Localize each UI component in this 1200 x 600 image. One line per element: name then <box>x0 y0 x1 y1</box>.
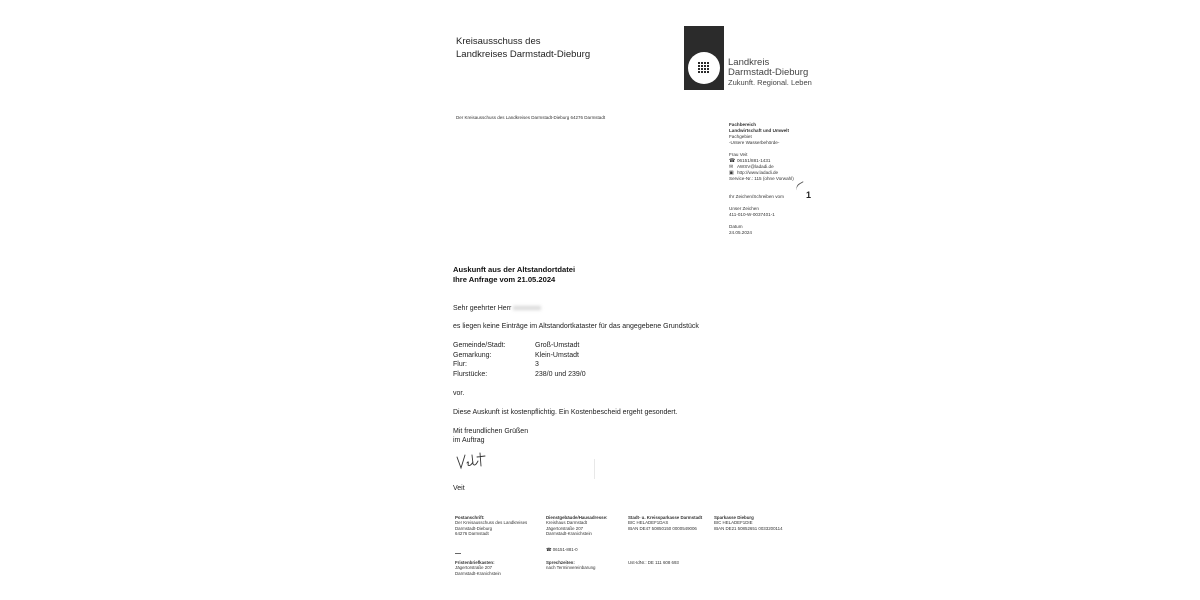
district-emblem-icon <box>688 52 720 84</box>
office-line-2: Jägertorstraße 207 <box>546 525 584 531</box>
bank2-bic: BIC HELADEF1DIE <box>714 520 753 526</box>
web-icon: ▣ <box>729 170 734 176</box>
emblem-grid-icon <box>696 60 712 76</box>
postal-line-2: Darmstadt-Dieburg <box>455 525 493 531</box>
footer-hours <box>546 560 595 571</box>
mailbox-line-2: Darmstadt-Kranichstein <box>455 570 501 576</box>
cost-note: Diese Auskunft ist kostenpflichtig. Ein Kostenbescheid ergeht gesondert. <box>453 409 678 416</box>
property-row <box>453 370 586 380</box>
property-label: Flur: <box>453 361 467 368</box>
property-label: Gemarkung: <box>453 351 492 359</box>
bank1-label: Stadt- u. Kreissparkasse Darmstadt <box>628 515 703 520</box>
return-address: Der Kreisausschuss des Landkreises Darmstadt-Dieburg 64276 Darmstadt <box>456 115 606 120</box>
department-name: Landwirtschaft und Umwelt <box>729 128 789 133</box>
hours-label: Sprechzeiten: <box>546 560 575 565</box>
postal-line-3: 64276 Darmstadt <box>455 531 489 537</box>
intro-text: es liegen keine Einträge im Altstandortkataster für das angegebene Grundstück <box>453 323 699 330</box>
contact-phone: 06151/881-1431 <box>737 158 771 163</box>
postal-label: Postanschrift: <box>455 515 485 520</box>
our-reference-label: Unser Zeichen <box>729 206 759 211</box>
mailbox-line-1: Jägertorstraße 207 <box>455 565 493 571</box>
footer-postal <box>455 515 527 537</box>
hours-text: nach Terminvereinbarung <box>546 565 596 571</box>
handwritten-signature <box>455 451 487 471</box>
office-line-1: Kreishaus Darmstadt <box>546 520 587 526</box>
property-label: Flurstücke: <box>453 370 488 378</box>
vat-number: Ust-IdNr.: DE 111 608 693 <box>628 560 679 565</box>
info-column <box>729 122 794 236</box>
property-value: Groß-Umstadt <box>535 342 580 349</box>
logo-line-1: Landkreis <box>728 57 770 68</box>
property-row <box>453 351 586 361</box>
property-value: 238/0 und 239/0 <box>535 370 586 378</box>
closing-line-1: Mit freundlichen Grüßen <box>453 428 529 435</box>
footer-office <box>546 515 608 537</box>
logo-block <box>684 26 724 90</box>
property-label: Gemeinde/Stadt: <box>453 342 506 349</box>
footer-mailbox <box>455 560 501 576</box>
mailbox-label: Fristenbriefkasten: <box>455 560 495 565</box>
bank1-bic: BIC HELADEF1DAS <box>628 520 669 526</box>
closing <box>453 427 528 445</box>
contact-name: Frau Veit <box>729 152 748 157</box>
sender-line-2: Landkreises Darmstadt-Dieburg <box>456 49 591 60</box>
department-label: Fachbereich <box>729 122 757 127</box>
logo-tagline: Zukunft. Regional. Leben <box>728 78 812 87</box>
logo-line-2: Darmstadt-Dieburg <box>728 67 809 78</box>
sender-heading <box>456 35 590 61</box>
date-label: Datum <box>729 224 743 229</box>
office-line-3: Darmstadt-Kranichstein <box>546 531 592 537</box>
contact-web[interactable]: http://www.ladadi.de <box>737 170 779 175</box>
postal-line-1: Der Kreisausschuss des Landkreises <box>455 520 528 526</box>
signer-name: Veit <box>453 485 465 492</box>
phone-icon: ☎ <box>546 547 553 552</box>
property-value: Klein-Umstadt <box>535 351 579 359</box>
logo-wordmark <box>728 58 812 87</box>
salutation-text: Sehr geehrter Herr <box>453 305 512 312</box>
email-icon: ✉ <box>729 164 734 170</box>
bank2-iban: IBAN DE21 50852651 0033200114 <box>714 525 783 531</box>
area-name: -Untere Wasserbehörde- <box>729 140 780 145</box>
subject-line-2: Ihre Anfrage vom 21.05.2024 <box>453 275 556 284</box>
bank1-iban: IBAN DE47 50850150 0000549006 <box>628 525 697 531</box>
our-reference: 411-010-W-0037401-1 <box>729 212 775 217</box>
closing-line-2: im Auftrag <box>453 437 485 444</box>
district-logo <box>684 26 814 90</box>
letter-date: 24.05.2024 <box>729 230 752 235</box>
footer-bank-2 <box>714 515 783 531</box>
your-reference: Ihr Zeichen/Schreiben vom <box>729 194 784 199</box>
bank2-label: Sparkasse Dieburg <box>714 515 754 520</box>
sender-line-1: Kreisausschuss des <box>456 36 541 47</box>
office-phone: 06151-881-0 <box>552 547 578 552</box>
property-details <box>453 341 586 379</box>
service-number: Service-Nr.: 115 (ohne Vorwahl) <box>729 176 794 181</box>
footer-bank-1 <box>628 515 702 531</box>
office-label: Dienstgebäude/Hausadresse: <box>546 515 608 520</box>
footer-office-phone <box>546 547 578 552</box>
redacted-name <box>513 306 541 310</box>
property-row <box>453 360 586 370</box>
vor-text: vor. <box>453 390 465 397</box>
footer-vat <box>628 560 679 565</box>
subject-line-1: Auskunft aus der Altstandortdatei <box>453 265 576 274</box>
scan-artifact <box>594 459 595 479</box>
contact-email[interactable]: AWSV@ladadi.de <box>737 164 774 169</box>
salutation <box>453 304 541 313</box>
area-label: Fachgebiet <box>729 134 752 139</box>
property-row <box>453 341 586 351</box>
handwritten-mark: 1 <box>806 190 812 200</box>
phone-icon: ☎ <box>729 158 736 164</box>
subject <box>453 265 575 285</box>
footer-divider <box>455 553 461 554</box>
property-value: 3 <box>535 361 539 368</box>
